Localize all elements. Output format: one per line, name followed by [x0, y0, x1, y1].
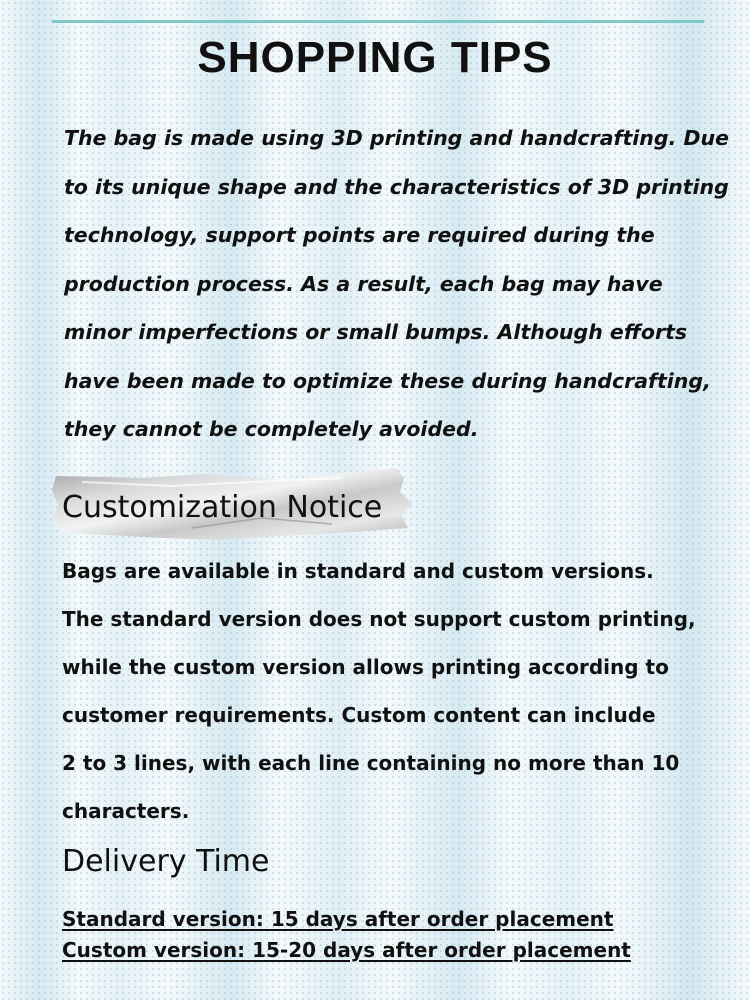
top-divider	[52, 20, 704, 23]
delivery-heading: Delivery Time	[62, 844, 270, 879]
delivery-standard: Standard version: 15 days after order placement	[62, 907, 614, 931]
customization-text	[62, 547, 742, 835]
customization-line: The standard version does not support custom printing,	[62, 607, 696, 631]
customization-line: 2 to 3 lines, with each line containing no more than 10	[62, 751, 680, 775]
delivery-list	[62, 904, 631, 966]
page-title: SHOPPING TIPS	[197, 33, 553, 82]
customization-heading: Customization Notice	[62, 490, 383, 525]
customization-line: Bags are available in standard and custom versions.	[62, 559, 654, 583]
customization-line: characters.	[62, 799, 190, 823]
delivery-custom: Custom version: 15-20 days after order placement	[62, 938, 631, 962]
customization-line: customer requirements. Custom content can include	[62, 703, 656, 727]
customization-line: while the custom version allows printing according to	[62, 655, 669, 679]
intro-paragraph: The bag is made using 3D printing and handcrafting. Due to its unique shape and the characteristics of 3D printing technology, support points are required during the production process. As a result, each bag may have minor imperfections or small bumps. Although efforts have been made to optimize these during handcrafting, they cannot be completely avoided.	[64, 126, 729, 441]
